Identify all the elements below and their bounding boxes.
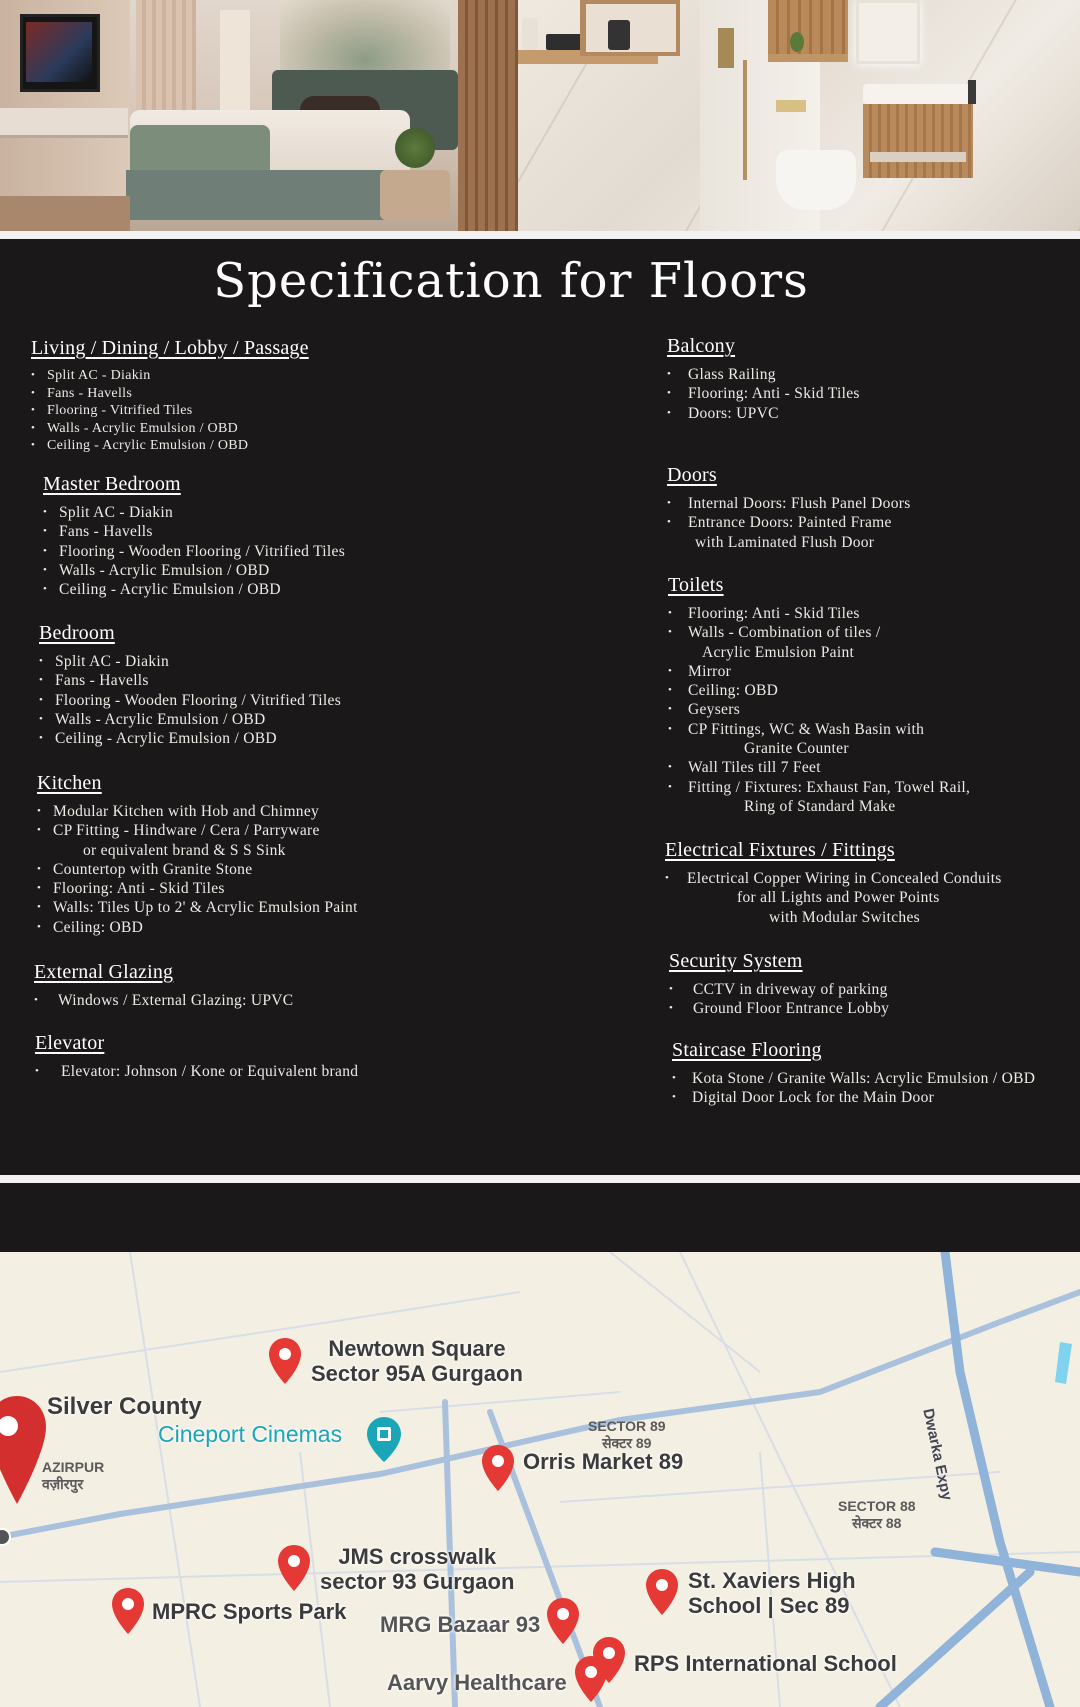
place-label[interactable]: RPS International School (634, 1651, 897, 1676)
section-doors (667, 464, 911, 552)
section-elevator (35, 1032, 358, 1081)
section-master-bedroom (43, 473, 345, 599)
spec-item: • Ceiling: OBD (668, 681, 970, 700)
spec-item: • CP Fittings, WC & Wash Basin with (668, 720, 970, 739)
section-heading: Security System (669, 950, 803, 972)
section-heading: Kitchen (37, 772, 102, 794)
spec-item: • Ceiling: OBD (37, 918, 358, 937)
section-heading: Balcony (667, 335, 736, 357)
spec-item: • Walls - Combination of tiles / (668, 623, 970, 642)
place-label[interactable]: St. Xaviers High School | Sec 89 (688, 1568, 856, 1618)
spec-item: Ring of Standard Make (744, 797, 896, 815)
spec-item: • Flooring: Anti - Skid Tiles (667, 384, 860, 403)
section-kitchen (37, 772, 358, 937)
area-label: SECTOR 88 सेक्टर 88 (838, 1498, 916, 1531)
location-pin-icon[interactable] (277, 1544, 311, 1592)
section-heading: Staircase Flooring (672, 1039, 822, 1061)
spec-item: • CCTV in driveway of parking (669, 980, 889, 999)
spec-item: • Glass Railing (667, 365, 860, 384)
location-pin-icon[interactable] (645, 1568, 679, 1616)
place-label[interactable]: MRG Bazaar 93 (380, 1612, 541, 1637)
spec-item: • Fans - Havells (43, 522, 345, 541)
spec-item: • Geysers (668, 700, 970, 719)
section-external-glazing (34, 961, 293, 1010)
bedroom-photo (0, 0, 518, 231)
hero-photo-strip (0, 0, 1080, 231)
spec-item: • Windows / External Glazing: UPVC (34, 991, 293, 1010)
place-label[interactable]: Cineport Cinemas (158, 1421, 343, 1447)
spec-item: for all Lights and Power Points (737, 889, 940, 907)
spec-item: • Elevator: Johnson / Kone or Equivalent brand (35, 1062, 358, 1081)
section-divider (0, 1175, 1080, 1183)
spec-item: • Electrical Copper Wiring in Concealed Conduits (665, 869, 1002, 888)
place-label[interactable]: Aarvy Healthcare (387, 1670, 567, 1695)
map-roads (0, 1252, 1080, 1707)
location-pin-icon[interactable] (546, 1597, 580, 1645)
spec-item: • Mirror (668, 662, 970, 681)
section-staircase (672, 1039, 1035, 1108)
section-bedroom (39, 622, 341, 748)
spec-item: • Fans - Havells (31, 385, 309, 403)
bathroom-photo (518, 0, 1080, 231)
spec-item: • Ceiling - Acrylic Emulsion / OBD (39, 729, 341, 748)
spec-item: • Flooring - Wooden Flooring / Vitrified Tiles (39, 691, 341, 710)
spec-item: • Flooring: Anti - Skid Tiles (37, 879, 358, 898)
section-living (31, 337, 309, 455)
spec-item: • Modular Kitchen with Hob and Chimney (37, 802, 358, 821)
place-label[interactable]: Newtown Square Sector 95A Gurgaon (311, 1336, 523, 1386)
spec-item: • Ground Floor Entrance Lobby (669, 999, 889, 1018)
section-heading: Elevator (35, 1032, 105, 1054)
spec-item: • Split AC - Diakin (39, 652, 341, 671)
spec-item: • Digital Door Lock for the Main Door (672, 1088, 1035, 1107)
spec-item: • Walls - Acrylic Emulsion / OBD (31, 420, 309, 438)
spec-item: • Walls - Acrylic Emulsion / OBD (43, 561, 345, 580)
section-heading: Doors (667, 464, 717, 486)
location-pin-icon[interactable] (574, 1655, 608, 1703)
location-map[interactable] (0, 1252, 1080, 1707)
spec-item: Granite Counter (744, 740, 849, 758)
spec-item: • Flooring - Wooden Flooring / Vitrified Tiles (43, 542, 345, 561)
section-heading: Toilets (668, 574, 724, 596)
spec-item: • Walls - Acrylic Emulsion / OBD (39, 710, 341, 729)
section-security (669, 950, 889, 1019)
place-label[interactable]: JMS crosswalk sector 93 Gurgaon (320, 1544, 515, 1594)
section-electrical (665, 839, 1002, 927)
spec-item: • Countertop with Granite Stone (37, 860, 358, 879)
dark-band (0, 1183, 1080, 1252)
section-heading: External Glazing (34, 961, 174, 983)
spec-item: • Walls: Tiles Up to 2' & Acrylic Emulsion Paint (37, 898, 358, 917)
location-pin-icon[interactable] (268, 1337, 302, 1385)
section-heading: Electrical Fixtures / Fittings (665, 839, 895, 861)
spec-item: • Flooring: Anti - Skid Tiles (668, 604, 970, 623)
spec-item: with Modular Switches (769, 908, 920, 926)
spec-item: • Flooring - Vitrified Tiles (31, 402, 309, 420)
spec-item: • Internal Doors: Flush Panel Doors (667, 494, 911, 513)
area-label: SECTOR 89 सेक्टर 89 (588, 1418, 666, 1451)
spec-item: • Wall Tiles till 7 Feet (668, 758, 970, 777)
place-label[interactable]: Orris Market 89 (523, 1449, 684, 1474)
section-heading: Living / Dining / Lobby / Passage (31, 337, 309, 359)
area-label: AZIRPUR वज़ीरपुर (42, 1459, 105, 1492)
spec-item: • Doors: UPVC (667, 404, 860, 423)
section-heading: Master Bedroom (43, 473, 181, 495)
spec-item: or equivalent brand & S S Sink (83, 841, 286, 859)
place-label[interactable]: Silver County (47, 1393, 202, 1420)
spec-item: Acrylic Emulsion Paint (702, 643, 855, 661)
marker-dot-icon (0, 1527, 14, 1547)
spec-item: • CP Fitting - Hindware / Cera / Parryware (37, 821, 358, 840)
spec-item: with Laminated Flush Door (695, 533, 875, 551)
hero-divider (0, 231, 1080, 239)
road-label: Dwarka Expy (919, 1407, 956, 1502)
specification-panel (0, 239, 1080, 1175)
spec-item: • Fitting / Fixtures: Exhaust Fan, Towel Rail, (668, 778, 970, 797)
section-toilets (668, 574, 970, 816)
spec-item: • Split AC - Diakin (31, 367, 309, 385)
section-heading: Bedroom (39, 622, 115, 644)
page-title: Specification for Floors (213, 253, 809, 309)
section-balcony (667, 335, 860, 423)
location-pin-icon[interactable] (0, 1394, 48, 1516)
location-pin-icon[interactable] (481, 1444, 515, 1492)
spec-item: • Entrance Doors: Painted Frame (667, 513, 911, 532)
spec-item: • Fans - Havells (39, 671, 341, 690)
spec-item: • Ceiling - Acrylic Emulsion / OBD (31, 437, 309, 455)
cinema-pin-icon[interactable] (366, 1416, 402, 1464)
spec-item: • Split AC - Diakin (43, 503, 345, 522)
spec-item: • Kota Stone / Granite Walls: Acrylic Emulsion / OBD (672, 1069, 1035, 1088)
location-pin-icon[interactable] (111, 1587, 145, 1635)
place-label[interactable]: MPRC Sports Park (152, 1599, 347, 1624)
spec-item: • Ceiling - Acrylic Emulsion / OBD (43, 580, 345, 599)
